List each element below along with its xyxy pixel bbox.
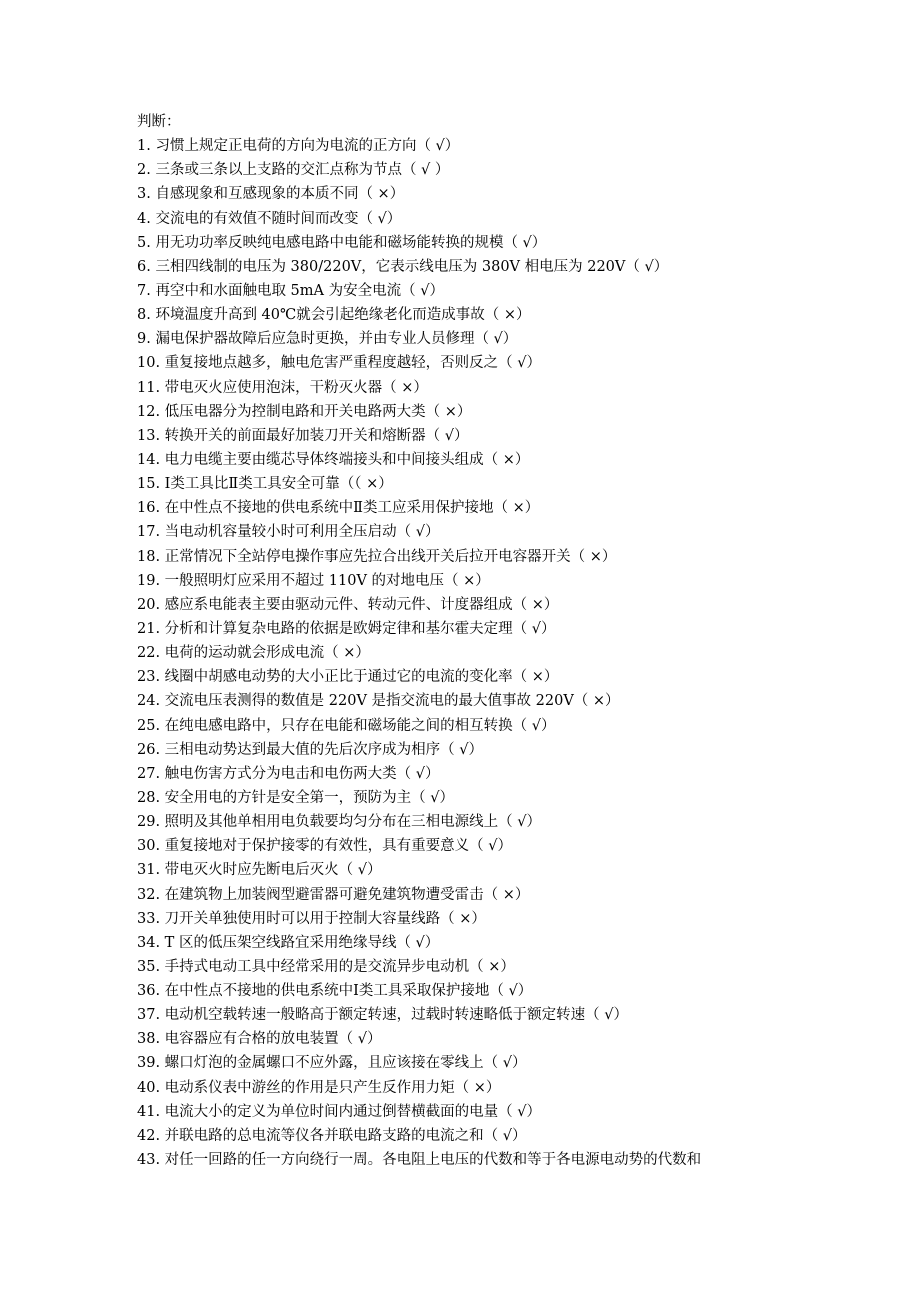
- question-item: 9. 漏电保护器故障后应急时更换，并由专业人员修理（ √）: [137, 331, 518, 348]
- question-item: 12. 低压电器分为控制电路和开关电路两大类（ ×）: [137, 403, 472, 420]
- question-item: 42. 并联电路的总电流等仪各并联电路支路的电流之和（ √）: [137, 1127, 527, 1144]
- question-item: 16. 在中性点不接地的供电系统中Ⅱ类工应采用保护接地（ ×）: [137, 500, 540, 517]
- question-item: 30. 重复接地对于保护接零的有效性，具有重要意义（ √）: [137, 838, 513, 855]
- question-item: 19. 一般照明灯应采用不超过 110V 的对地电压（ ×）: [137, 572, 490, 589]
- question-item: 25. 在纯电感电路中，只存在电能和磁场能之间的相互转换（ √）: [137, 717, 556, 734]
- question-item: 35. 手持式电动工具中经常采用的是交流异步电动机（ ×）: [137, 958, 515, 975]
- question-item: 3. 自感现象和互感现象的本质不同（ ×）: [137, 186, 405, 203]
- question-item: 11. 带电灭火应使用泡沫，干粉灭火器（ ×）: [137, 379, 428, 396]
- question-item: 32. 在建筑物上加装阀型避雷器可避免建筑物遭受雷击（ ×）: [137, 886, 530, 903]
- question-item: 28. 安全用电的方针是安全第一，预防为主（ √）: [137, 789, 455, 806]
- question-item: 18. 正常情况下全站停电操作事应先拉合出线开关后拉开电容器开关（ ×）: [137, 548, 617, 565]
- question-list: [137, 134, 897, 1172]
- question-item: 1. 习惯上规定正电荷的方向为电流的正方向（ √）: [137, 138, 460, 155]
- question-item: 8. 环境温度升高到 40℃就会引起绝缘老化而造成事故（ ×）: [137, 307, 531, 324]
- question-item: 14. 电力电缆主要由缆芯导体终端接头和中间接头组成（ ×）: [137, 451, 530, 468]
- question-item: 23. 线圈中胡感电动势的大小正比于通过它的电流的变化率（ ×）: [137, 669, 559, 686]
- document-body: [137, 110, 897, 1172]
- question-item: 2. 三条或三条以上支路的交汇点称为节点（ √ ）: [137, 162, 450, 179]
- question-item: 7. 再空中和水面触电取 5mA 为安全电流（ √）: [137, 282, 444, 299]
- question-item: 38. 电容器应有合格的放电装置（ √）: [137, 1031, 382, 1048]
- question-item: 24. 交流电压表测得的数值是 220V 是指交流电的最大值事故 220V（ ×）: [137, 693, 620, 710]
- question-item: 17. 当电动机容量较小时可利用全压启动（ √）: [137, 524, 440, 541]
- question-item: 40. 电动系仪表中游丝的作用是只产生反作用力矩（ ×）: [137, 1079, 501, 1096]
- question-item: 26. 三相电动势达到最大值的先后次序成为相序（ √）: [137, 741, 484, 758]
- question-item: 34. T 区的低压架空线路宜采用绝缘导线（ √）: [137, 934, 440, 951]
- question-item: 4. 交流电的有效值不随时间而改变（ √）: [137, 210, 402, 227]
- question-item: 20. 感应系电能表主要由驱动元件、转动元件、计度器组成（ ×）: [137, 596, 559, 613]
- question-item: 21. 分析和计算复杂电路的依据是欧姆定律和基尔霍夫定理（ √）: [137, 620, 556, 637]
- question-item: 10. 重复接地点越多，触电危害严重程度越轻，否则反之（ √）: [137, 355, 542, 372]
- question-item: 37. 电动机空载转速一般略高于额定转速，过载时转速略低于额定转速（ √）: [137, 1007, 629, 1024]
- question-item: 31. 带电灭火时应先断电后灭火（ √）: [137, 862, 382, 879]
- question-item: 27. 触电伤害方式分为电击和电伤两大类（ √）: [137, 765, 440, 782]
- question-item: 39. 螺口灯泡的金属螺口不应外露，且应该接在零线上（ √）: [137, 1055, 527, 1072]
- question-item: 6. 三相四线制的电压为 380/220V，它表示线电压为 380V 相电压为 220V（ √）: [137, 258, 669, 275]
- question-item: 36. 在中性点不接地的供电系统中Ⅰ类工具采取保护接地（ √）: [137, 983, 533, 1000]
- question-item: 22. 电荷的运动就会形成电流（ ×）: [137, 645, 370, 662]
- question-item: 5. 用无功功率反映纯电感电路中电能和磁场能转换的规模（ √）: [137, 234, 547, 251]
- question-item: 13. 转换开关的前面最好加装刀开关和熔断器（ √）: [137, 427, 469, 444]
- question-item: 43. 对任一回路的任一方向绕行一周。各电阻上电压的代数和等于各电源电动势的代数和: [137, 1152, 702, 1169]
- question-item: 15. Ⅰ类工具比Ⅱ类工具安全可靠（（ ×）: [137, 476, 393, 493]
- section-heading: 判断：: [137, 114, 181, 130]
- question-item: 41. 电流大小的定义为单位时间内通过倒替横截面的电量（ √）: [137, 1103, 542, 1120]
- question-item: 33. 刀开关单独使用时可以用于控制大容量线路（ ×）: [137, 910, 486, 927]
- question-item: 29. 照明及其他单相用电负载要均匀分布在三相电源线上（ √）: [137, 814, 542, 831]
